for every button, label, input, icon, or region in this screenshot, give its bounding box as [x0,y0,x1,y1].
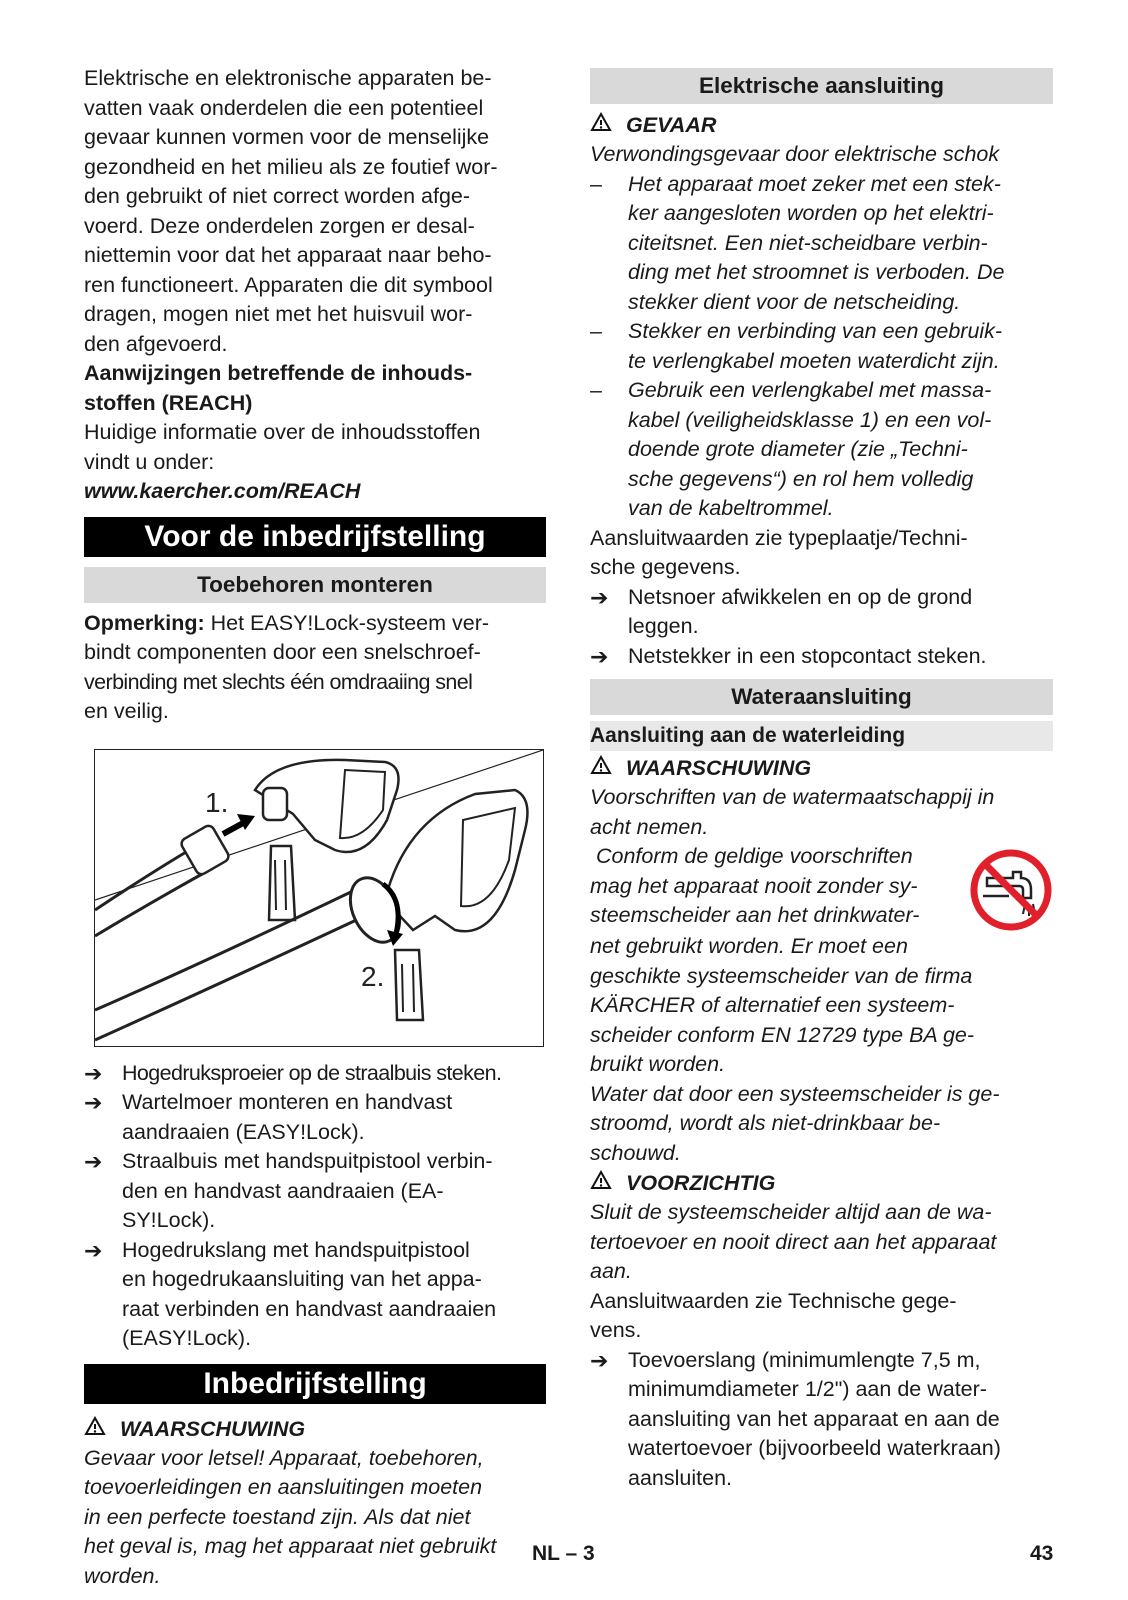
arrow-right-icon: ➔ [84,1237,103,1263]
text-line: ding met het stroomnet is verboden. De [628,260,1005,284]
text-line: bruikt worden. [590,1052,726,1076]
step-item [84,1088,546,1147]
subsection-title-electrical: Elektrische aansluiting [590,68,1053,104]
text-line: Conform de geldige voorschriften [590,844,913,868]
text-line: dragen, mogen niet met het huisvuil wor- [84,302,473,326]
caution-label: VOORZICHTIG [626,1171,776,1195]
text-line: Huidige informatie over de inhoudsstoffen [84,420,481,444]
text-line: Straalbuis met handspuitpistool verbin- [122,1149,493,1173]
danger-intro: Verwondingsgevaar door elektrische schok [590,142,1000,166]
text-line: watertoevoer (bijvoorbeeld waterkraan) [628,1436,1001,1460]
text-line: Wartelmoer monteren en handvast [122,1090,453,1114]
text-line: toevoerleidingen en aansluitingen moeten [84,1475,483,1499]
warning-triangle-icon [590,753,616,783]
step-item [590,1346,1053,1494]
warning-label: WAARSCHUWING [626,756,812,780]
spray-gun-illustration [95,750,543,1046]
right-column [590,64,1053,1493]
text-line: aan. [590,1259,632,1283]
text-line: SY!Lock). [122,1208,216,1232]
text-line: vindt u onder: [84,449,215,474]
left-column [84,64,546,1591]
text-line: raat verbinden en handvast aandraaien [122,1296,497,1321]
text-line: sche gegevens“) en rol hem volledig [628,466,974,491]
text-line: scheider conform EN 12729 type BA ge- [590,1022,975,1047]
text-line: en veilig. [84,699,169,723]
text-line: gezondheid en het milieu als ze foutief wor- [84,154,498,179]
arrow-right-icon: ➔ [84,1090,103,1115]
text-line: voerd. Deze onderdelen zorgen er desal- [84,213,475,238]
text-line: den en handvast aandraaien (EA- [122,1178,444,1203]
text-line: Stekker en verbinding van een gebruik- [628,319,1003,343]
no-drinking-water-icon [969,848,1053,932]
sub-subsection-title-water-mains: Aansluiting aan de waterleiding [590,721,1053,751]
text-line: vatten vaak onderdelen die een potentieel [84,95,484,120]
text-line: doende grote diameter (zie „Techni- [628,437,968,461]
text-line: Voorschriften van de watermaatschappij in [590,785,995,809]
text-line: Aansluitwaarden zie typeplaatje/Techni- [590,525,968,550]
note-label: Opmerking: [84,610,205,635]
text-line: schouwd. [590,1140,681,1165]
text-line: aandraaien (EASY!Lock). [122,1119,365,1144]
text-line: Hogedrukslang met handspuitpistool [122,1237,470,1262]
text-line: tertoevoer en nooit direct aan het apparaat [590,1229,997,1254]
step-item [590,583,1053,642]
text-line: Aanwijzingen betreffende de inhouds- [84,361,473,385]
text-line: bindt componenten door een snelschroef- [84,640,481,664]
step-item [84,1059,546,1089]
text-line: geschikte systeemscheider van de firma [590,963,973,988]
text-line: het geval is, mag het apparaat niet gebruikt [84,1534,497,1558]
danger-heading [590,110,1053,140]
warning-text [84,1444,546,1592]
danger-item [590,170,1053,318]
text-line: acht nemen. [590,814,709,839]
dash-bullet: – [590,378,602,402]
text-line: stoffen (REACH) [84,390,253,415]
text-line: stroomd, wordt als niet-drinkbaar be- [590,1111,941,1135]
subsection-title-water: Wateraansluiting [590,679,1053,715]
reach-url-link[interactable]: www.kaercher.com/REACH [84,479,361,503]
text-line: gevaar kunnen vormen voor de menselijke [84,125,490,149]
warning-heading [84,1414,546,1444]
text-line: Sluit de systeemscheider altijd aan de wa- [590,1200,992,1224]
water-rules-with-symbol [590,842,1053,932]
warning-triangle-icon [84,1414,110,1444]
text-line: Netstekker in een stopcontact steken. [628,643,987,668]
intro-paragraph [84,64,546,359]
text-line: Water dat door een systeemscheider is ge- [590,1081,1000,1106]
text-line: en hogedrukaansluiting van het appa- [122,1267,482,1291]
water-warning-text [590,783,1053,1168]
danger-item [590,376,1053,524]
arrow-right-icon: ➔ [590,1347,609,1373]
step1-label: 1. [205,786,229,818]
text-line: KÄRCHER of alternatief een systeem- [590,993,955,1017]
text-line: kabel (veiligheidsklasse 1) en een vol- [628,407,992,432]
dash-bullet: – [590,171,602,196]
text-line: Elektrische en elektronische apparaten be- [84,66,492,90]
text-line: stekker dient voor de netscheiding. [628,289,961,314]
text-line: Gevaar voor letsel! Apparaat, toebehoren, [84,1445,484,1470]
water-warning-heading [590,753,1053,783]
footer-section-label: NL – 3 [532,1542,595,1565]
text-line: steemscheider aan het drinkwater- [590,903,920,927]
text-line: den gebruikt of niet correct worden afge- [84,184,471,208]
text-line: Netsnoer afwikkelen en op de grond [628,584,973,609]
text-line: in een perfecte toestand zijn. Als dat niet [84,1504,471,1529]
dash-bullet: – [590,319,602,343]
step-item [590,642,1053,672]
warning-triangle-icon [590,110,616,140]
section-title-preparation: Voor de inbedrijfstelling [84,517,546,557]
text-line: Het apparaat moet zeker met een stek- [628,171,1001,196]
step-item [84,1236,546,1354]
warning-label: WAARSCHUWING [120,1416,306,1441]
text-line: (EASY!Lock). [122,1326,252,1350]
arrow-right-icon: ➔ [84,1149,103,1174]
footer-page-number: 43 [1030,1542,1054,1565]
subsection-title-accessories: Toebehoren monteren [84,567,546,603]
text-line: leggen. [628,614,699,638]
text-line: te verlengkabel moeten waterdicht zijn. [628,348,1000,373]
danger-label: GEVAAR [626,113,717,137]
text-line: ren functioneert. Apparaten die dit symbool [84,272,493,297]
arrow-right-icon: ➔ [590,584,609,610]
warning-triangle-icon [590,1168,616,1198]
reach-heading [84,359,546,418]
text-line: den afgevoerd. [84,331,228,356]
text-line: Hogedruksproeier op de straalbuis steken. [122,1060,502,1085]
caution-heading [590,1168,1053,1198]
text-line: aansluiting van het apparaat en aan de [628,1406,1000,1431]
assembly-figure [94,749,544,1047]
text-line: vens. [590,1318,642,1342]
text-line: aansluiten. [628,1465,732,1490]
text-line: Het EASY!Lock-systeem ver- [204,610,490,635]
text-line: Gebruik een verlengkabel met massa- [628,378,992,402]
text-line: Aansluitwaarden zie Technische gege- [590,1288,957,1313]
arrow-right-icon: ➔ [590,643,609,669]
text-line: Toevoerslang (minimumlengte 7,5 m, [628,1347,981,1372]
text-line: verbinding met slechts één omdraaiing snel [84,669,473,694]
arrow-right-icon: ➔ [84,1060,103,1086]
text-line: citeitsnet. Een niet-scheidbare verbin- [628,230,988,255]
text-line: worden. [84,1563,161,1588]
step2-label: 2. [361,960,385,992]
text-line: sche gegevens. [590,555,741,579]
caution-text [590,1198,1053,1287]
text-line: minimumdiameter 1/2") aan de water- [628,1377,987,1401]
text-line: niettemin voor dat het apparaat naar beho- [84,243,492,267]
note-paragraph [84,609,546,639]
step-item [84,1147,546,1236]
text-line: net gebruikt worden. Er moet een [590,934,908,958]
danger-item [590,317,1053,376]
text-line: ker aangesloten worden op het elektri- [628,201,994,225]
section-title-startup: Inbedrijfstelling [84,1364,546,1404]
text-line: van de kabeltrommel. [628,496,834,520]
text-line: mag het apparaat nooit zonder sy- [590,873,918,898]
